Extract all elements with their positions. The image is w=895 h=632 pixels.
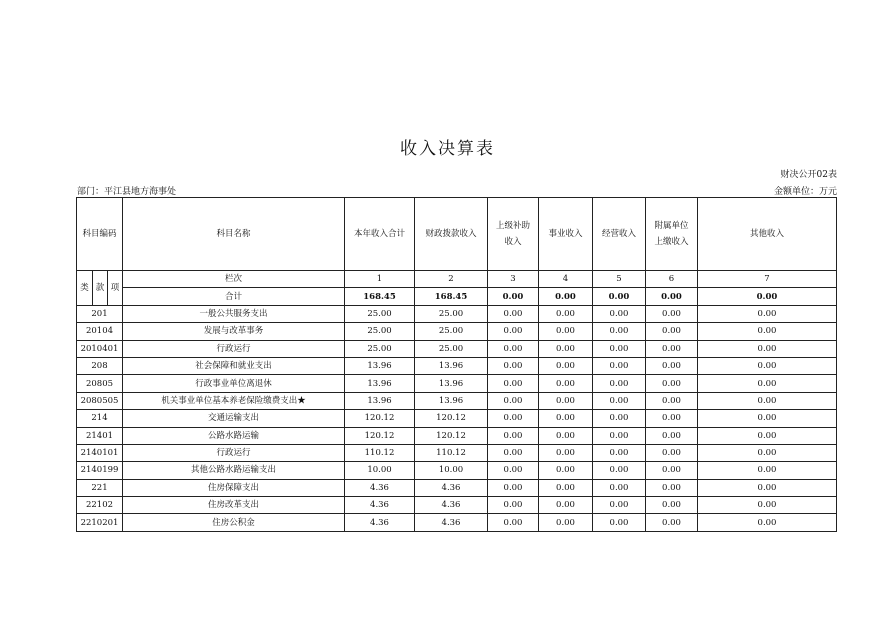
- row-value-2: 13.96: [415, 375, 488, 392]
- table-row: [77, 323, 837, 340]
- total-label: 合计: [123, 288, 345, 305]
- row-value-7: 0.00: [698, 497, 837, 514]
- col-number-4: 4: [539, 271, 593, 288]
- row-code: 208: [77, 357, 123, 374]
- row-value-3: 0.00: [488, 340, 539, 357]
- col-number-5: 5: [593, 271, 646, 288]
- row-name: 社会保障和就业支出: [123, 357, 345, 374]
- row-value-1: 13.96: [345, 357, 415, 374]
- row-value-3: 0.00: [488, 462, 539, 479]
- page-title: 收入决算表: [400, 139, 495, 159]
- row-value-7: 0.00: [698, 305, 837, 322]
- row-value-7: 0.00: [698, 357, 837, 374]
- header-lei: 类: [77, 271, 93, 306]
- row-code: 20805: [77, 375, 123, 392]
- table-row: [77, 427, 837, 444]
- row-value-4: 0.00: [539, 514, 593, 531]
- form-number: 财决公开02表: [780, 170, 837, 180]
- row-value-5: 0.00: [593, 427, 646, 444]
- col-number-6: 6: [646, 271, 698, 288]
- row-value-2: 110.12: [415, 444, 488, 461]
- row-value-3: 0.00: [488, 375, 539, 392]
- table-row: [77, 479, 837, 496]
- total-value-1: 168.45: [345, 288, 415, 305]
- row-code: 2080505: [77, 392, 123, 409]
- row-value-4: 0.00: [539, 410, 593, 427]
- row-value-3: 0.00: [488, 410, 539, 427]
- table-row: [77, 462, 837, 479]
- row-value-6: 0.00: [646, 410, 698, 427]
- row-value-1: 4.36: [345, 497, 415, 514]
- row-code: 2210201: [77, 514, 123, 531]
- total-value-7: 0.00: [698, 288, 837, 305]
- row-value-2: 4.36: [415, 514, 488, 531]
- header-kuan: 款: [93, 271, 108, 306]
- row-code: 2140199: [77, 462, 123, 479]
- row-value-5: 0.00: [593, 514, 646, 531]
- header-col-1: 本年收入合计: [345, 198, 415, 271]
- total-value-2: 168.45: [415, 288, 488, 305]
- row-value-1: 25.00: [345, 340, 415, 357]
- row-value-7: 0.00: [698, 479, 837, 496]
- table-row: [77, 357, 837, 374]
- row-code: 22102: [77, 497, 123, 514]
- table-row: [77, 392, 837, 409]
- col-number-7: 7: [698, 271, 837, 288]
- row-name: 发展与改革事务: [123, 323, 345, 340]
- row-value-6: 0.00: [646, 427, 698, 444]
- table-row: [77, 444, 837, 461]
- row-value-5: 0.00: [593, 479, 646, 496]
- row-value-5: 0.00: [593, 340, 646, 357]
- total-value-5: 0.00: [593, 288, 646, 305]
- row-name: 住房公积金: [123, 514, 345, 531]
- row-value-5: 0.00: [593, 357, 646, 374]
- col-number-1: 1: [345, 271, 415, 288]
- header-name: 科目名称: [123, 198, 345, 271]
- row-value-5: 0.00: [593, 392, 646, 409]
- row-value-4: 0.00: [539, 392, 593, 409]
- row-value-4: 0.00: [539, 462, 593, 479]
- row-name: 住房保障支出: [123, 479, 345, 496]
- total-row: [77, 288, 837, 305]
- row-value-1: 10.00: [345, 462, 415, 479]
- row-value-5: 0.00: [593, 462, 646, 479]
- row-value-7: 0.00: [698, 444, 837, 461]
- header-row: [77, 198, 837, 271]
- table-row: [77, 410, 837, 427]
- row-code: 21401: [77, 427, 123, 444]
- row-value-5: 0.00: [593, 497, 646, 514]
- row-value-2: 120.12: [415, 410, 488, 427]
- row-value-2: 4.36: [415, 497, 488, 514]
- row-code: 20104: [77, 323, 123, 340]
- row-value-1: 120.12: [345, 410, 415, 427]
- row-value-2: 4.36: [415, 479, 488, 496]
- row-value-6: 0.00: [646, 479, 698, 496]
- row-name: 一般公共服务支出: [123, 305, 345, 322]
- row-value-3: 0.00: [488, 323, 539, 340]
- header-xiang: 项: [108, 271, 123, 306]
- row-value-6: 0.00: [646, 340, 698, 357]
- row-value-6: 0.00: [646, 357, 698, 374]
- row-name: 交通运输支出: [123, 410, 345, 427]
- row-value-7: 0.00: [698, 427, 837, 444]
- table-row: [77, 497, 837, 514]
- row-value-7: 0.00: [698, 323, 837, 340]
- row-value-3: 0.00: [488, 514, 539, 531]
- row-code: 2010401: [77, 340, 123, 357]
- row-value-7: 0.00: [698, 375, 837, 392]
- row-value-5: 0.00: [593, 375, 646, 392]
- row-value-3: 0.00: [488, 357, 539, 374]
- row-value-7: 0.00: [698, 340, 837, 357]
- table-row: [77, 514, 837, 531]
- col-number-2: 2: [415, 271, 488, 288]
- row-value-5: 0.00: [593, 444, 646, 461]
- row-value-1: 4.36: [345, 479, 415, 496]
- row-value-2: 13.96: [415, 392, 488, 409]
- row-code: 201: [77, 305, 123, 322]
- row-name: 行政运行: [123, 340, 345, 357]
- row-value-3: 0.00: [488, 497, 539, 514]
- row-value-7: 0.00: [698, 410, 837, 427]
- row-value-1: 120.12: [345, 427, 415, 444]
- row-value-7: 0.00: [698, 462, 837, 479]
- row-value-2: 10.00: [415, 462, 488, 479]
- row-value-4: 0.00: [539, 305, 593, 322]
- row-value-4: 0.00: [539, 427, 593, 444]
- row-value-6: 0.00: [646, 497, 698, 514]
- row-value-3: 0.00: [488, 479, 539, 496]
- header-col-3: 上级补助收入: [488, 198, 539, 271]
- header-col-2: 财政拨款收入: [415, 198, 488, 271]
- row-value-4: 0.00: [539, 444, 593, 461]
- col-number-3: 3: [488, 271, 539, 288]
- header-col-4: 事业收入: [539, 198, 593, 271]
- row-value-3: 0.00: [488, 427, 539, 444]
- table-row: [77, 375, 837, 392]
- row-value-2: 120.12: [415, 427, 488, 444]
- total-value-6: 0.00: [646, 288, 698, 305]
- table-row: [77, 305, 837, 322]
- row-code: 221: [77, 479, 123, 496]
- row-name: 机关事业单位基本养老保险缴费支出★: [123, 392, 345, 409]
- header-col-7: 其他收入: [698, 198, 837, 271]
- row-value-4: 0.00: [539, 340, 593, 357]
- department-label: 部门：平江县地方海事处: [77, 187, 177, 197]
- row-value-7: 0.00: [698, 392, 837, 409]
- row-value-1: 4.36: [345, 514, 415, 531]
- row-value-4: 0.00: [539, 323, 593, 340]
- header-col-6: 附属单位上缴收入: [646, 198, 698, 271]
- row-value-2: 25.00: [415, 340, 488, 357]
- row-value-6: 0.00: [646, 323, 698, 340]
- row-value-1: 110.12: [345, 444, 415, 461]
- row-value-4: 0.00: [539, 497, 593, 514]
- row-value-2: 25.00: [415, 323, 488, 340]
- row-value-4: 0.00: [539, 357, 593, 374]
- row-value-3: 0.00: [488, 444, 539, 461]
- row-value-2: 13.96: [415, 357, 488, 374]
- row-name: 行政运行: [123, 444, 345, 461]
- total-value-3: 0.00: [488, 288, 539, 305]
- table-row: [77, 340, 837, 357]
- row-value-3: 0.00: [488, 305, 539, 322]
- row-value-6: 0.00: [646, 375, 698, 392]
- row-value-6: 0.00: [646, 462, 698, 479]
- column-number-row: [77, 271, 837, 288]
- row-value-1: 25.00: [345, 305, 415, 322]
- row-value-4: 0.00: [539, 375, 593, 392]
- row-code: 214: [77, 410, 123, 427]
- row-value-3: 0.00: [488, 392, 539, 409]
- row-name: 公路水路运输: [123, 427, 345, 444]
- row-value-6: 0.00: [646, 305, 698, 322]
- total-value-4: 0.00: [539, 288, 593, 305]
- row-name: 行政事业单位离退休: [123, 375, 345, 392]
- row-value-1: 25.00: [345, 323, 415, 340]
- row-value-7: 0.00: [698, 514, 837, 531]
- row-value-6: 0.00: [646, 444, 698, 461]
- row-name: 住房改革支出: [123, 497, 345, 514]
- table-body: [77, 198, 837, 532]
- row-value-2: 25.00: [415, 305, 488, 322]
- unit-label: 金额单位：万元: [773, 187, 837, 197]
- row-value-5: 0.00: [593, 305, 646, 322]
- row-name: 其他公路水路运输支出: [123, 462, 345, 479]
- row-value-6: 0.00: [646, 392, 698, 409]
- row-value-1: 13.96: [345, 375, 415, 392]
- row-value-5: 0.00: [593, 410, 646, 427]
- header-lanci: 栏次: [123, 271, 345, 288]
- row-value-4: 0.00: [539, 479, 593, 496]
- row-value-6: 0.00: [646, 514, 698, 531]
- row-value-1: 13.96: [345, 392, 415, 409]
- row-value-5: 0.00: [593, 323, 646, 340]
- header-col-5: 经营收入: [593, 198, 646, 271]
- row-code: 2140101: [77, 444, 123, 461]
- header-code: 科目编码: [77, 198, 123, 271]
- income-table: [76, 197, 837, 532]
